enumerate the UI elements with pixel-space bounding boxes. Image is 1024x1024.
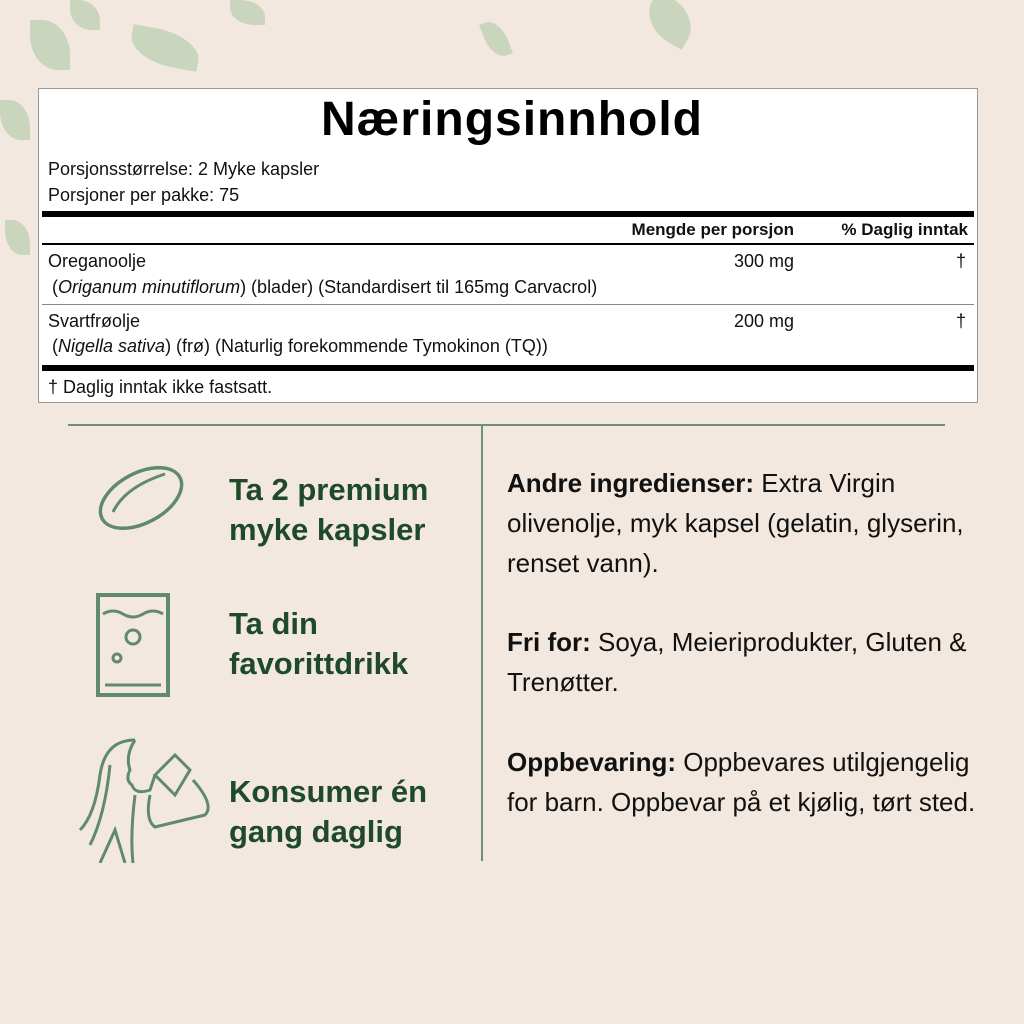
step-line: Ta 2 premium — [229, 472, 429, 507]
step-line: gang daglig — [229, 814, 403, 849]
nutrient-amount: 300 mg — [733, 251, 794, 271]
col-daily-header: % Daglig inntak — [841, 220, 968, 239]
nutrient-name: Oreganoolje — [48, 251, 147, 271]
step-line: Ta din — [229, 606, 318, 641]
glass-icon — [95, 592, 171, 698]
nutrient-daily: † — [955, 311, 966, 331]
free-from — [507, 622, 987, 702]
info-text: Extra Virgin olivenolje, myk kapsel (gelatin, glyserin, renset vann). — [507, 468, 964, 578]
detail-text: ) (blader) (Standardisert til 165mg Carvacrol) — [240, 277, 598, 297]
nutrient-detail: (Origanum minutiflorum) (blader) (Standardisert til 165mg Carvacrol) — [52, 277, 598, 297]
step-drink — [229, 604, 408, 684]
column-divider — [481, 425, 483, 861]
nutrient-name: Svartfrøolje — [48, 311, 141, 331]
nutrient-amount: 200 mg — [733, 311, 794, 331]
woman-drinking-icon — [75, 735, 220, 863]
panel-title: Næringsinnhold — [321, 93, 703, 146]
step-daily — [229, 772, 427, 852]
info-label: Andre ingredienser: — [507, 468, 755, 498]
detail-text: ) (frø) (Naturlig forekommende Tymokinon (TQ)) — [165, 336, 548, 356]
thick-divider — [42, 365, 974, 371]
footnote: † Daglig inntak ikke fastsatt. — [48, 377, 273, 397]
info-label: Oppbevaring: — [507, 747, 677, 777]
step-line: myke kapsler — [229, 512, 426, 547]
servings-per-pack: Porsjoner per pakke: 75 — [48, 185, 240, 205]
other-ingredients — [507, 463, 997, 583]
capsule-icon — [95, 462, 187, 534]
latin-name: Nigella sativa — [58, 336, 166, 356]
info-text: Soya, Meieriprodukter, Gluten & Trenøtter. — [507, 627, 967, 697]
latin-name: Origanum minutiflorum — [58, 277, 241, 297]
section-divider — [68, 424, 945, 426]
thick-divider — [42, 211, 974, 217]
divider — [42, 304, 974, 305]
step-line: Konsumer én — [229, 774, 428, 809]
nutrient-detail: (Nigella sativa) (frø) (Naturlig forekommende Tymokinon (TQ)) — [52, 336, 548, 356]
serving-size: Porsjonsstørrelse: 2 Myke kapsler — [48, 159, 320, 179]
divider — [42, 243, 974, 245]
info-label: Fri for: — [507, 627, 591, 657]
info-text: Oppbevares utilgjengelig for barn. Oppbevar på et kjølig, tørt sted. — [507, 747, 976, 817]
col-amount-header: Mengde per porsjon — [631, 220, 794, 239]
nutrient-daily: † — [955, 251, 966, 271]
storage — [507, 742, 977, 822]
step-line: favorittdrikk — [229, 646, 409, 681]
step-capsules — [229, 470, 428, 550]
